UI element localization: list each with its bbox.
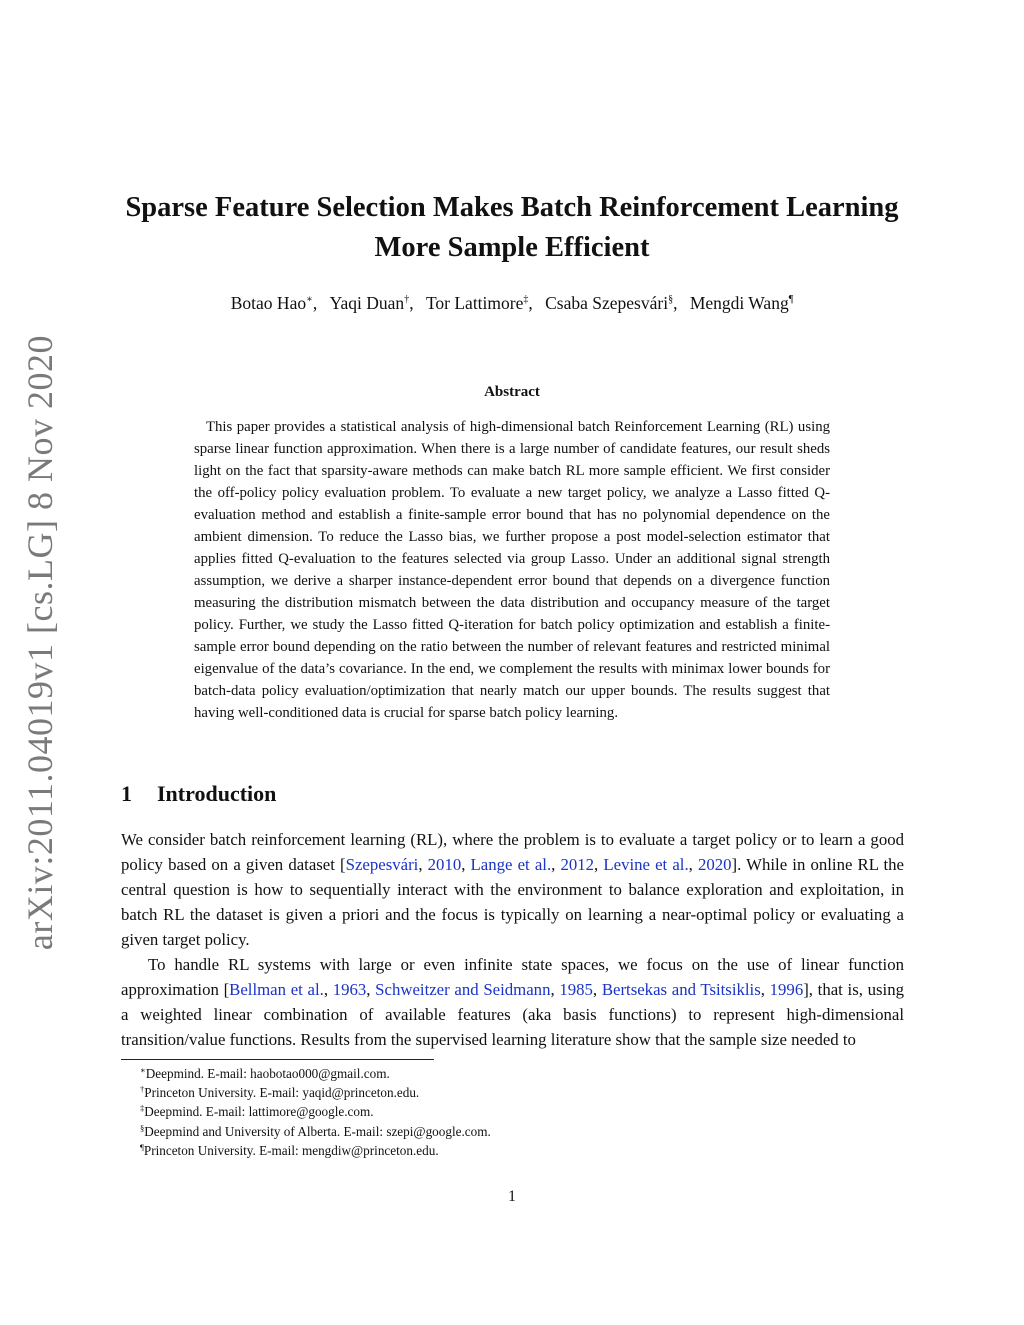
author-list: [100, 291, 924, 315]
citation-link[interactable]: 1996: [769, 980, 804, 999]
footnote: [140, 1122, 840, 1141]
citation-link[interactable]: 2010: [427, 855, 462, 874]
title-line-2: More Sample Efficient: [374, 232, 650, 263]
author-name: Yaqi Duan: [329, 293, 405, 313]
author-footnote-mark[interactable]: §: [668, 294, 674, 305]
author: [690, 293, 793, 313]
footnote-text: Deepmind and University of Alberta. E-mail: szepi@google.com.: [144, 1123, 491, 1139]
footnote-text: Princeton University. E-mail: yaqid@princeton.edu.: [144, 1085, 420, 1101]
footnote-divider: [121, 1059, 434, 1060]
title-line-1: Sparse Feature Selection Makes Batch Reinforcement Learning: [125, 192, 899, 223]
footnote: [140, 1141, 840, 1160]
author-footnote-mark[interactable]: ∗: [306, 294, 313, 305]
citation-link[interactable]: Schweitzer and Seidmann: [375, 980, 551, 999]
paper-title: [100, 188, 924, 268]
author: Tor Lattimore‡,: [425, 293, 533, 313]
citation-link[interactable]: Levine et al.: [603, 855, 689, 874]
author-footnote-mark[interactable]: †: [404, 294, 410, 305]
section-title: Introduction: [157, 781, 277, 806]
footnote-mark: †: [140, 1084, 145, 1095]
author-name: Tor Lattimore: [425, 293, 524, 313]
footnote: [140, 1064, 840, 1083]
footnote-mark: §: [140, 1122, 145, 1133]
arxiv-stamp-text: arXiv:2011.04019v1 [cs.LG] 8 Nov 2020: [20, 334, 60, 951]
citation-link[interactable]: Bertsekas and Tsitsiklis: [601, 980, 761, 999]
footnote-text: Deepmind. E-mail: haobotao000@gmail.com.: [145, 1066, 390, 1081]
author: Botao Hao∗,: [230, 293, 318, 313]
footnotes: [140, 1064, 840, 1160]
author-name: Botao Hao: [230, 293, 307, 313]
section-number: 1: [121, 781, 132, 806]
page-number: 1: [508, 1188, 516, 1205]
citation-link[interactable]: 2020: [697, 855, 732, 874]
author: Yaqi Duan†,: [329, 293, 414, 313]
footnote: [140, 1102, 840, 1121]
footnote-text: Princeton University. E-mail: mengdiw@princeton.edu.: [143, 1142, 439, 1158]
citation-link[interactable]: Bellman et al.: [229, 980, 324, 999]
intro-paragraph-1: We consider batch reinforcement learning (RL), where the problem is to evaluate a target policy or to learn a good policy based on a given dataset [Szepesvári, 2010, Lange et al., 2012, Levine et al., 2020]. While in online RL the central question is how to sequentially interact with the environment to balance exploration and exploitation, in batch RL the dataset is given a priori and the focus is typically on learning a near-optimal policy or evaluating a given target policy.: [121, 830, 904, 949]
author-name: Csaba Szepesvári: [545, 293, 669, 313]
citation-link[interactable]: 2012: [560, 855, 595, 874]
footnote: [140, 1083, 840, 1102]
author-name: Mengdi Wang: [689, 293, 789, 313]
citation-link[interactable]: Szepesvári: [345, 855, 419, 874]
citation-link[interactable]: 1985: [559, 980, 593, 999]
abstract-body: This paper provides a statistical analysis of high-dimensional batch Reinforcement Learning (RL) using sparse linear function approximation. When there is a large number of candidate features, our result sheds light on the fact that sparsity-aware methods can make batch RL more sample efficient. We first consider the off-policy policy evaluation problem. To evaluate a new target policy, we analyze a Lasso fitted Q-evaluation method and establish a finite-sample error bound that has no polynomial dependence on the ambient dimension. To reduce the Lasso bias, we further propose a post model-selection estimator that applies fitted Q-evaluation to the features selected via group Lasso. Under an additional signal strength assumption, we derive a sharper instance-dependent error bound that depends on a divergence function measuring the distribution mismatch between the data distribution and occupancy measure of the target policy. Further, we study the Lasso fitted Q-iteration for batch policy optimization and establish a finite-sample error bound depending on the ratio between the number of relevant features and restricted minimal eigenvalue of the data’s covariance. In the end, we complement the results with minimax lower bounds for batch-data policy evaluation/optimization that nearly match our upper bounds. The results suggest that having well-conditioned data is crucial for sparse batch policy learning.: [194, 419, 830, 721]
citation-link[interactable]: Lange et al.: [470, 855, 552, 874]
footnote-text: Deepmind. E-mail: lattimore@google.com.: [144, 1104, 374, 1120]
abstract-heading: Abstract: [484, 384, 540, 400]
section-heading-introduction: [121, 780, 276, 808]
footnote-mark: ¶: [140, 1141, 144, 1152]
author-footnote-mark[interactable]: ‡: [523, 294, 529, 305]
footnote-mark: ‡: [140, 1103, 145, 1114]
footnote-mark: ∗: [140, 1065, 146, 1075]
citation-link[interactable]: 1963: [332, 980, 367, 999]
intro-paragraph-2: To handle RL systems with large or even infinite state spaces, we focus on the use of linear function approximation [Bellman et al., 1963, Schweitzer and Seidmann, 1985, Bertsekas and Tsitsiklis, 1996], that is, using a weighted linear combination of available features (aka basis functions) to represent high-dimensional transition/value functions. Results from the supervised learning literature show that the sample size needed to: [121, 955, 904, 1049]
author: Csaba Szepesvári§,: [545, 293, 678, 313]
arxiv-stamp: [10, 334, 70, 951]
author-footnote-mark[interactable]: ¶: [788, 294, 794, 305]
